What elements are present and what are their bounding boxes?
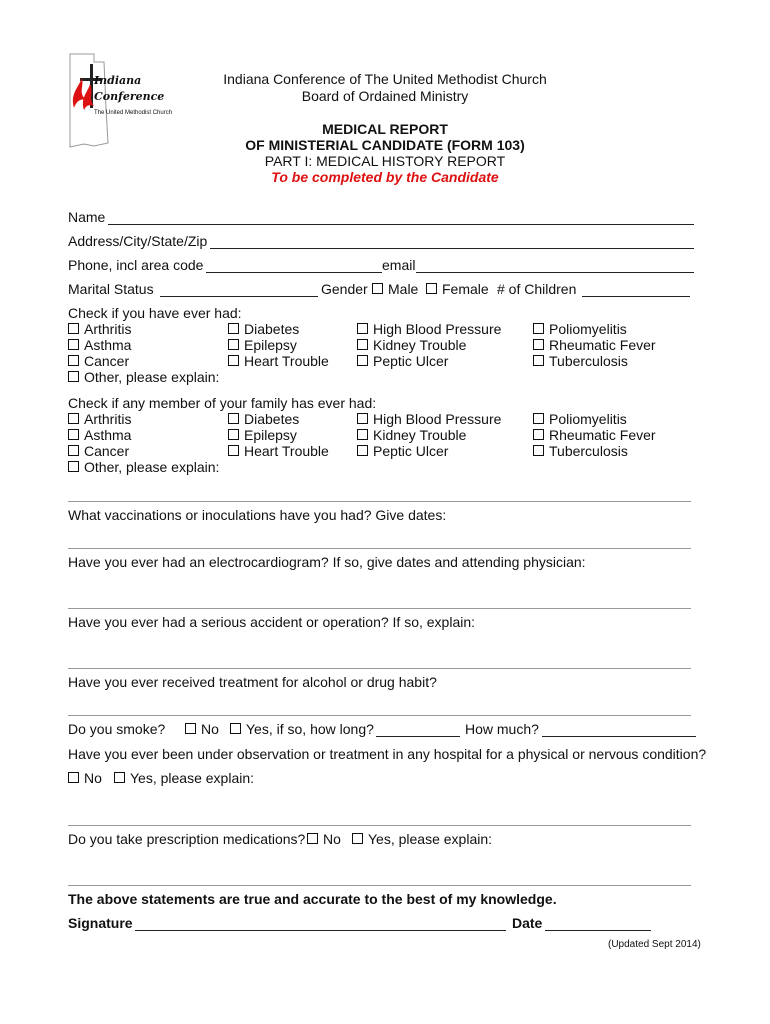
- form-part: PART I: MEDICAL HISTORY REPORT: [264, 153, 506, 169]
- email-field[interactable]: [416, 272, 694, 273]
- alcohol-question: Have you ever received treatment for alcohol or drug habit?: [68, 674, 437, 690]
- family-other[interactable]: [68, 459, 219, 475]
- form-instruction: To be completed by the Candidate: [271, 169, 499, 185]
- checkbox[interactable]: [228, 339, 239, 350]
- family-heart-trouble[interactable]: [228, 443, 329, 459]
- self-asthma[interactable]: [68, 337, 131, 353]
- condition-label: Epilepsy: [244, 337, 297, 353]
- checkbox[interactable]: [533, 445, 544, 456]
- phone-label: Phone, incl area code: [68, 257, 204, 273]
- family-epilepsy[interactable]: [228, 427, 297, 443]
- name-field[interactable]: [108, 224, 694, 225]
- condition-label: Diabetes: [244, 321, 300, 337]
- condition-label: Other, please explain:: [84, 459, 220, 475]
- form-title-2: OF MINISTERIAL CANDIDATE (FORM 103): [245, 137, 525, 153]
- vaccinations-answer-line[interactable]: [68, 548, 691, 549]
- option-label: Yes, please explain:: [130, 770, 255, 786]
- condition-label: Epilepsy: [244, 427, 297, 443]
- self-epilepsy[interactable]: [228, 337, 297, 353]
- how-much-label: How much?: [465, 721, 539, 737]
- condition-label: Diabetes: [244, 411, 300, 427]
- checkbox[interactable]: [533, 413, 544, 424]
- condition-label: Poliomyelitis: [549, 321, 627, 337]
- condition-label: Asthma: [84, 337, 132, 353]
- family-poliomyelitis[interactable]: [533, 411, 627, 427]
- self-kidney-trouble[interactable]: [357, 337, 466, 353]
- hospital-answer-line[interactable]: [68, 825, 691, 826]
- checkbox[interactable]: [533, 429, 544, 440]
- marital-label: Marital Status: [68, 281, 154, 297]
- phone-field[interactable]: [206, 272, 382, 273]
- org-name: Indiana Conference of The United Methodist Church: [223, 71, 547, 87]
- family-other-answer-line[interactable]: [68, 501, 691, 502]
- signature-field[interactable]: [135, 930, 506, 931]
- condition-label: Heart Trouble: [244, 443, 329, 459]
- how-much-field[interactable]: [542, 736, 696, 737]
- smoke-question: Do you smoke?: [68, 721, 166, 737]
- condition-label: Peptic Ulcer: [373, 353, 449, 369]
- family-kidney-trouble[interactable]: [357, 427, 466, 443]
- family-diabetes[interactable]: [228, 411, 299, 427]
- checkbox[interactable]: [307, 833, 318, 844]
- option-label: Yes, please explain:: [368, 831, 493, 847]
- self-peptic-ulcer[interactable]: [357, 353, 448, 369]
- checkbox[interactable]: [68, 413, 79, 424]
- self-tuberculosis[interactable]: [533, 353, 628, 369]
- attestation-statement: The above statements are true and accurate to the best of my knowledge.: [68, 891, 557, 907]
- family-asthma[interactable]: [68, 427, 131, 443]
- checkbox[interactable]: [185, 723, 196, 734]
- male-checkbox[interactable]: [372, 283, 383, 294]
- hospital-no-option[interactable]: [68, 770, 102, 786]
- checkbox[interactable]: [228, 323, 239, 334]
- condition-label: Poliomyelitis: [549, 411, 627, 427]
- gender-label: Gender: [321, 281, 368, 297]
- family-rheumatic-fever[interactable]: [533, 427, 656, 443]
- checkbox[interactable]: [68, 323, 79, 334]
- condition-label: Asthma: [84, 427, 132, 443]
- family-high-blood-pressure[interactable]: [357, 411, 501, 427]
- prescription-question: Do you take prescription medications?: [68, 831, 306, 847]
- condition-label: Peptic Ulcer: [373, 443, 449, 459]
- checkbox[interactable]: [533, 355, 544, 366]
- condition-label: Kidney Trouble: [373, 427, 467, 443]
- condition-label: Heart Trouble: [244, 353, 329, 369]
- condition-label: High Blood Pressure: [373, 321, 502, 337]
- board-name: Board of Ordained Ministry: [301, 88, 469, 104]
- form-title-1: MEDICAL REPORT: [322, 121, 448, 137]
- gender-female[interactable]: [426, 281, 489, 297]
- prescription-yes-option[interactable]: [352, 831, 492, 847]
- condition-label: Cancer: [84, 353, 130, 369]
- accident-answer-line[interactable]: [68, 668, 691, 669]
- checkbox[interactable]: [228, 445, 239, 456]
- checkbox[interactable]: [357, 355, 368, 366]
- updated-note: (Updated Sept 2014): [608, 939, 701, 950]
- family-history-heading: Check if any member of your family has ever had:: [68, 395, 377, 411]
- condition-label: Tuberculosis: [549, 353, 628, 369]
- condition-label: High Blood Pressure: [373, 411, 502, 427]
- option-label: No: [201, 721, 219, 737]
- checkbox[interactable]: [230, 723, 241, 734]
- checkbox[interactable]: [114, 772, 125, 783]
- self-high-blood-pressure[interactable]: [357, 321, 501, 337]
- self-poliomyelitis[interactable]: [533, 321, 627, 337]
- prescription-no-option[interactable]: [307, 831, 341, 847]
- condition-label: Tuberculosis: [549, 443, 628, 459]
- logo-text-church: The United Methodist Church: [94, 110, 173, 116]
- checkbox[interactable]: [357, 323, 368, 334]
- checkbox[interactable]: [68, 461, 79, 472]
- children-field[interactable]: [582, 296, 690, 297]
- checkbox[interactable]: [357, 413, 368, 424]
- checkbox[interactable]: [533, 323, 544, 334]
- checkbox[interactable]: [228, 355, 239, 366]
- condition-label: Rheumatic Fever: [549, 337, 656, 353]
- checkbox[interactable]: [68, 772, 79, 783]
- self-history-heading: Check if you have ever had:: [68, 305, 242, 321]
- logo-text-conference: Conference: [94, 90, 165, 103]
- smoke-no-option[interactable]: [185, 721, 219, 737]
- checkbox[interactable]: [357, 445, 368, 456]
- family-tuberculosis[interactable]: [533, 443, 628, 459]
- checkbox[interactable]: [68, 355, 79, 366]
- condition-label: Cancer: [84, 443, 130, 459]
- vaccinations-question: What vaccinations or inoculations have you had? Give dates:: [68, 507, 447, 523]
- date-field[interactable]: [545, 930, 651, 931]
- checkbox[interactable]: [68, 445, 79, 456]
- self-other[interactable]: [68, 369, 219, 385]
- signature-label: Signature: [68, 915, 133, 931]
- option-label: No: [84, 770, 102, 786]
- prescription-answer-line[interactable]: [68, 885, 691, 886]
- condition-label: Rheumatic Fever: [549, 427, 656, 443]
- condition-label: Arthritis: [84, 411, 132, 427]
- marital-field[interactable]: [160, 296, 318, 297]
- self-rheumatic-fever[interactable]: [533, 337, 656, 353]
- checkbox[interactable]: [352, 833, 363, 844]
- address-field[interactable]: [210, 248, 694, 249]
- self-diabetes[interactable]: [228, 321, 299, 337]
- gender-male[interactable]: [372, 281, 418, 297]
- smoke-yes-option[interactable]: [230, 721, 374, 737]
- email-label: email: [382, 257, 416, 273]
- family-cancer[interactable]: [68, 443, 129, 459]
- ecg-question: Have you ever had an electrocardiogram? If so, give dates and attending physician:: [68, 554, 586, 570]
- smoke-duration-field[interactable]: [376, 736, 460, 737]
- option-label: No: [323, 831, 341, 847]
- logo-text-indiana: Indiana: [94, 74, 142, 87]
- checkbox[interactable]: [228, 413, 239, 424]
- self-arthritis[interactable]: [68, 321, 131, 337]
- checkbox[interactable]: [533, 339, 544, 350]
- condition-label: Arthritis: [84, 321, 132, 337]
- checkbox[interactable]: [357, 339, 368, 350]
- checkbox[interactable]: [68, 371, 79, 382]
- self-cancer[interactable]: [68, 353, 129, 369]
- condition-label: Kidney Trouble: [373, 337, 467, 353]
- alcohol-answer-line[interactable]: [68, 715, 691, 716]
- address-label: Address/City/State/Zip: [68, 233, 208, 249]
- checkbox[interactable]: [68, 339, 79, 350]
- date-label: Date: [512, 915, 543, 931]
- female-checkbox[interactable]: [426, 283, 437, 294]
- hospital-yes-option[interactable]: [114, 770, 254, 786]
- male-label: Male: [388, 281, 419, 297]
- ecg-answer-line[interactable]: [68, 608, 691, 609]
- hospital-question: Have you ever been under observation or treatment in any hospital for a physical or nervous condition?: [68, 746, 707, 762]
- family-arthritis[interactable]: [68, 411, 131, 427]
- checkbox[interactable]: [357, 429, 368, 440]
- checkbox[interactable]: [68, 429, 79, 440]
- accident-question: Have you ever had a serious accident or operation? If so, explain:: [68, 614, 476, 630]
- female-label: Female: [442, 281, 489, 297]
- checkbox[interactable]: [228, 429, 239, 440]
- name-label: Name: [68, 209, 106, 225]
- condition-label: Other, please explain:: [84, 369, 220, 385]
- self-heart-trouble[interactable]: [228, 353, 329, 369]
- option-label: Yes, if so, how long?: [246, 721, 374, 737]
- children-label: # of Children: [497, 281, 577, 297]
- family-peptic-ulcer[interactable]: [357, 443, 448, 459]
